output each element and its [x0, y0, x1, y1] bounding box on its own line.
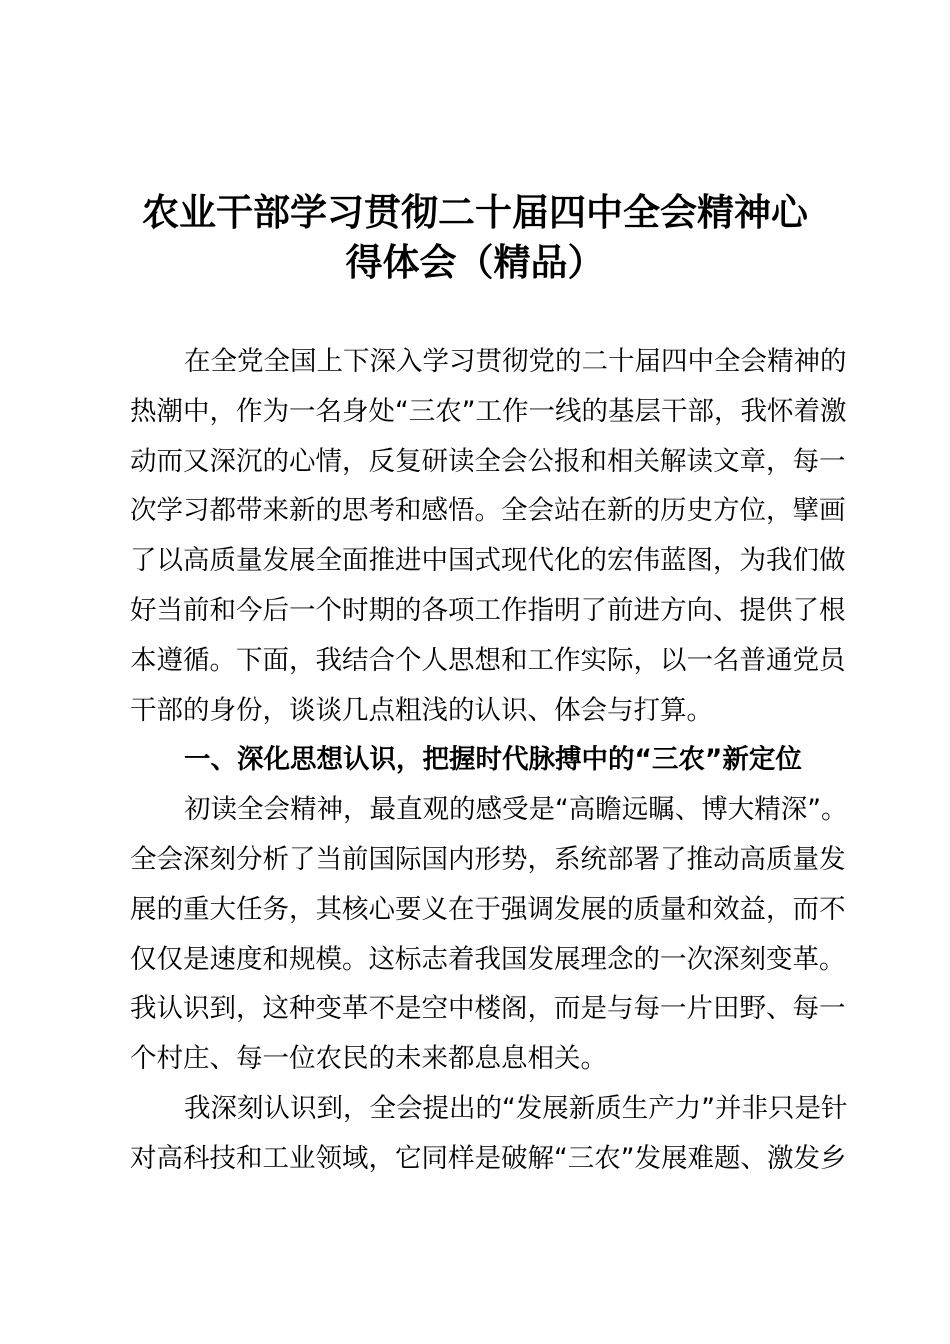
- text-line: 一、深化思想认识，把握时代脉搏中的“三农”新定位: [184, 744, 802, 776]
- text-line: 初读全会精神，最直观的感受是“高瞻远瞩、博大精深”。: [184, 794, 848, 826]
- text-line: 热潮中，作为一名身处“三农”工作一线的基层干部，我怀着激: [130, 395, 847, 427]
- text-line: 次学习都带来新的思考和感悟。全会站在新的历史方位，擘画: [130, 495, 846, 527]
- text-line: 我认识到，这种变革不是空中楼阁，而是与每一片田野、每一: [130, 993, 846, 1025]
- title-line-1: 农业干部学习贯彻二十届四中全会精神心: [142, 191, 808, 234]
- text-line: 动而又深沉的心情，反复研读全会公报和相关解读文章，每一: [130, 445, 846, 477]
- paragraph: [130, 1084, 848, 1184]
- document-body: [130, 337, 848, 1184]
- text-line: 我深刻认识到，全会提出的“发展新质生产力”并非只是针: [184, 1092, 848, 1124]
- title-line-2: 得体会（精品）: [345, 241, 605, 284]
- text-line: 对高科技和工业领域，它同样是破解“三农”发展难题、激发乡: [130, 1142, 847, 1174]
- text-line: 在全党全国上下深入学习贯彻党的二十届四中全会精神的: [184, 346, 847, 377]
- text-line: 仅仅是速度和规模。这标志着我国发展理念的一次深刻变革。: [130, 943, 846, 975]
- text-line: 好当前和今后一个时期的各项工作指明了前进方向、提供了根: [130, 594, 846, 626]
- document-title: [120, 188, 830, 288]
- text-line: 展的重大任务，其核心要义在于强调发展的质量和效益，而不: [130, 893, 846, 925]
- section-heading: [130, 735, 822, 785]
- paragraph: [130, 337, 847, 735]
- paragraph: [130, 785, 848, 1084]
- text-line: 干部的身份，谈谈几点粗浅的认识、体会与打算。: [130, 694, 713, 726]
- text-line: 本遵循。下面，我结合个人思想和工作实际，以一名普通党员: [130, 644, 846, 676]
- text-line: 全会深刻分析了当前国际国内形势，系统部署了推动高质量发: [130, 843, 846, 875]
- text-line: 了以高质量发展全面推进中国式现代化的宏伟蓝图，为我们做: [130, 545, 846, 577]
- text-line: 个村庄、每一位农民的未来都息息相关。: [130, 1043, 607, 1075]
